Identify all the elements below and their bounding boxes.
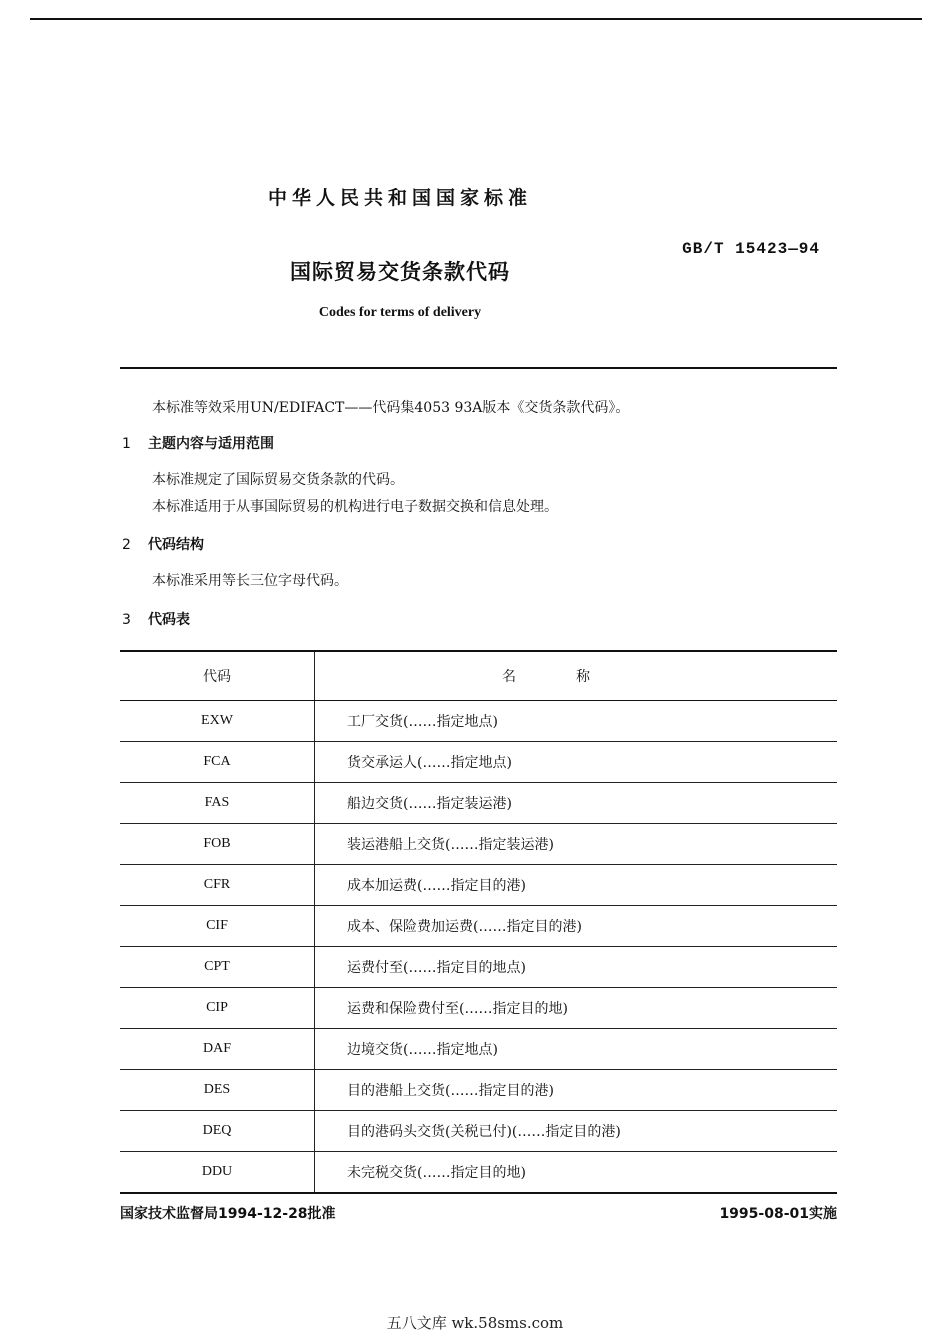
section-2-paragraph: 本标准采用等长三位字母代码。: [152, 573, 348, 589]
standard-code: GB/T 15423—94: [682, 240, 820, 258]
effective-date: 1995-08-01实施: [719, 1206, 837, 1222]
term-code: CIP: [120, 988, 315, 1029]
term-name: 成本加运费(……指定目的港): [315, 865, 838, 906]
section-number: 3: [122, 612, 131, 628]
term-code: CIF: [120, 906, 315, 947]
term-code: CPT: [120, 947, 315, 988]
table-row: [120, 1152, 837, 1194]
code-column-header: 代码: [120, 651, 315, 701]
term-name: 目的港船上交货(……指定目的港): [315, 1070, 838, 1111]
document-subtitle: Codes for terms of delivery: [318, 305, 482, 320]
section-1-paragraph: 本标准适用于从事国际贸易的机构进行电子数据交换和信息处理。: [152, 499, 558, 515]
term-name: 未完税交货(……指定目的地): [315, 1152, 838, 1194]
table-row: [120, 701, 837, 742]
term-code: EXW: [120, 701, 315, 742]
table-row: [120, 742, 837, 783]
term-name: 工厂交货(……指定地点): [315, 701, 838, 742]
term-code: FCA: [120, 742, 315, 783]
section-2-heading: [122, 534, 204, 554]
name-column-header: 名称: [315, 651, 838, 701]
term-code: DES: [120, 1070, 315, 1111]
intro-paragraph: 本标准等效采用UN/EDIFACT——代码集4053 93A版本《交货条款代码》。: [152, 400, 630, 416]
section-title: 代码结构: [148, 537, 204, 553]
title-divider: [120, 367, 837, 369]
term-name: 货交承运人(……指定地点): [315, 742, 838, 783]
delivery-terms-table: [120, 650, 837, 1194]
table-row: [120, 947, 837, 988]
term-code: CFR: [120, 865, 315, 906]
table-row: [120, 824, 837, 865]
term-code: DAF: [120, 1029, 315, 1070]
section-title: 代码表: [148, 612, 190, 628]
table-row: [120, 1111, 837, 1152]
table-row: [120, 1029, 837, 1070]
document-title: 国际贸易交货条款代码: [290, 260, 510, 284]
table-row: [120, 988, 837, 1029]
top-rule: [30, 18, 922, 20]
term-name: 成本、保险费加运费(……指定目的港): [315, 906, 838, 947]
term-code: DDU: [120, 1152, 315, 1194]
section-number: 2: [122, 537, 131, 553]
term-code: FOB: [120, 824, 315, 865]
table-row: [120, 783, 837, 824]
term-code: DEQ: [120, 1111, 315, 1152]
term-name: 运费付至(……指定目的地点): [315, 947, 838, 988]
approval-date: 国家技术监督局1994-12-28批准: [120, 1206, 336, 1222]
term-name: 船边交货(……指定装运港): [315, 783, 838, 824]
table-header-row: [120, 651, 837, 701]
section-number: 1: [122, 436, 131, 452]
term-name: 目的港码头交货(关税已付)(……指定目的港): [315, 1111, 838, 1152]
term-name: 装运港船上交货(……指定装运港): [315, 824, 838, 865]
national-standard-header: 中华人民共和国国家标准: [267, 187, 532, 209]
table-row: [120, 1070, 837, 1111]
term-code: FAS: [120, 783, 315, 824]
table-row: [120, 906, 837, 947]
section-1-heading: [122, 433, 274, 453]
term-name: 边境交货(……指定地点): [315, 1029, 838, 1070]
table-row: [120, 865, 837, 906]
watermark: 五八文库 wk.58sms.com: [386, 1314, 564, 1332]
section-1-paragraph: 本标准规定了国际贸易交货条款的代码。: [152, 472, 404, 488]
term-name: 运费和保险费付至(……指定目的地): [315, 988, 838, 1029]
section-3-heading: [122, 609, 190, 629]
section-title: 主题内容与适用范围: [148, 436, 274, 452]
